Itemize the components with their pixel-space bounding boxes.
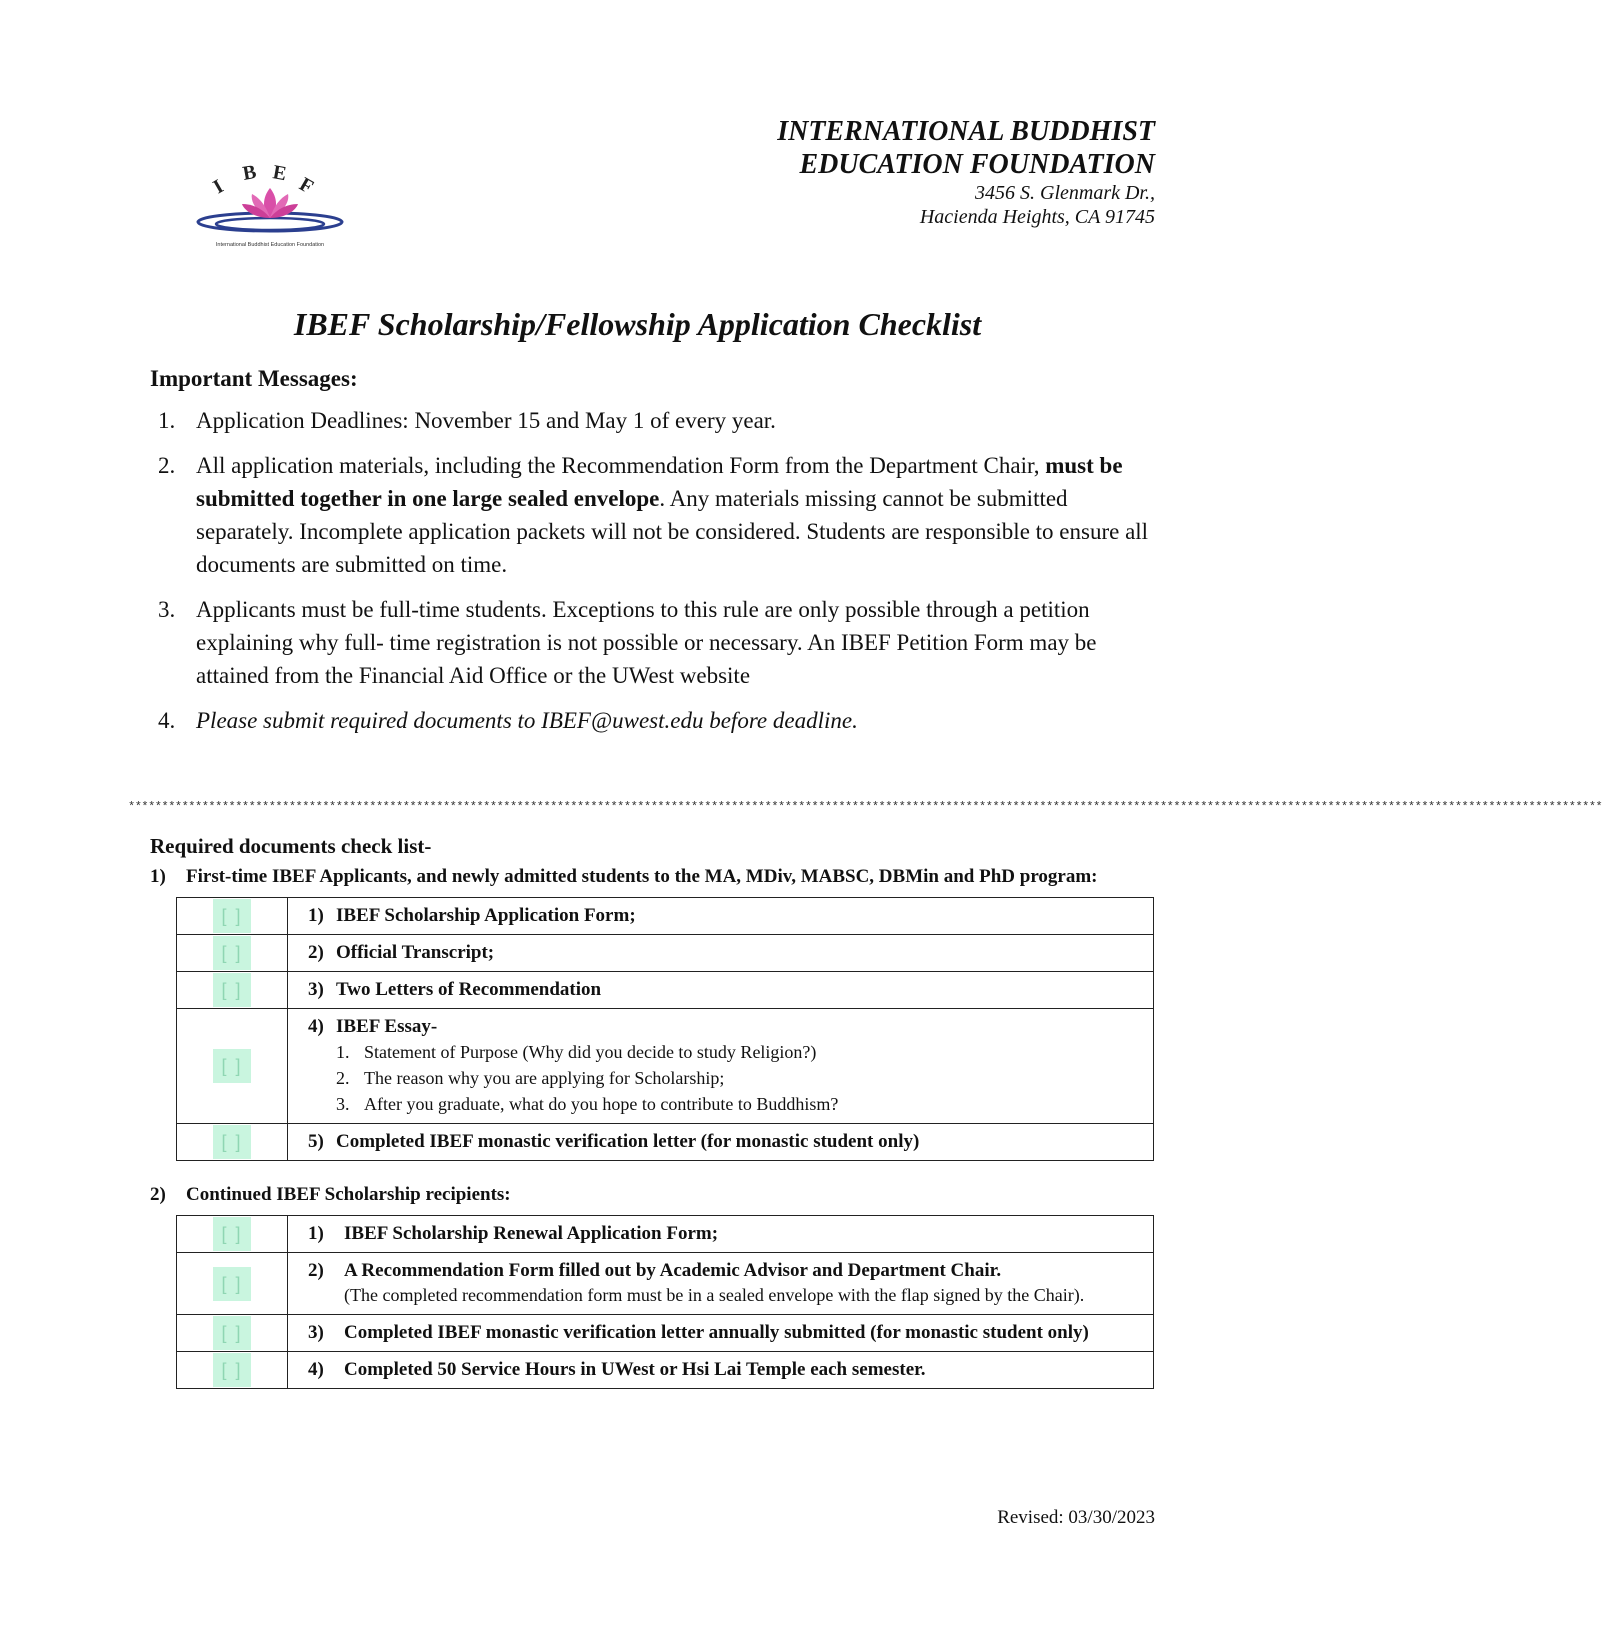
checkbox[interactable]: [ ]: [213, 973, 251, 1007]
section-title-text: First-time IBEF Applicants, and newly admitted students to the MA, MDiv, MABSC, DBMin and PhD program:: [186, 866, 1098, 887]
checkbox[interactable]: [ ]: [213, 1267, 251, 1301]
section-number: 1): [150, 866, 166, 887]
message-item: [150, 704, 1160, 737]
item-note: (The completed recommendation form must be in a sealed envelope with the flap signed by the Chair).: [344, 1285, 1085, 1305]
message-item: [150, 449, 1160, 581]
checklist-row: [177, 972, 1154, 1009]
message-item: [150, 404, 1160, 437]
item-label: IBEF Essay-: [336, 1016, 438, 1037]
logo-water-ring-inner: [216, 218, 324, 230]
asterisk-divider: ****************************************************************************************************************************************************************************************************************************: [128, 800, 1602, 814]
message-text: [196, 453, 1148, 577]
item-number: 1): [308, 905, 324, 926]
lotus-logo-icon: [196, 160, 356, 262]
subitem-text: The reason why you are applying for Scholarship;: [364, 1068, 725, 1088]
section1-title: [150, 866, 1098, 888]
checkbox[interactable]: [ ]: [213, 1049, 251, 1083]
organization-block: [777, 115, 1155, 229]
essay-subitem: [336, 1065, 1135, 1091]
item-number: 1): [308, 1223, 324, 1244]
section2-title: [150, 1184, 511, 1206]
item-label: Official Transcript;: [336, 942, 495, 963]
item-label: IBEF Scholarship Renewal Application Form;: [344, 1223, 719, 1244]
revision-date: Revised: 03/30/2023: [997, 1507, 1155, 1528]
required-documents-heading: Required documents check list-: [150, 834, 432, 858]
item-number: 4): [308, 1359, 324, 1380]
important-messages-list: [150, 404, 1160, 749]
section-title-text: Continued IBEF Scholarship recipients:: [186, 1184, 511, 1205]
checklist-row: [177, 1315, 1154, 1352]
logo-letter: E: [271, 161, 289, 186]
org-address-line2: Hacienda Heights, CA 91745: [919, 206, 1155, 228]
message-text-part: All application materials, including the Recommendation Form from the Department Chair,: [196, 453, 1046, 478]
message-number: 4.: [158, 708, 176, 733]
item-label: Completed 50 Service Hours in UWest or Hsi Lai Temple each semester.: [344, 1359, 926, 1380]
message-text-part: . Any materials missing cannot be submitted separately. Incomplete application packets will not be considered. Students are responsible to ensure all documents are submitted on time.: [196, 486, 1149, 577]
item-label: Completed IBEF monastic verification letter (for monastic student only): [336, 1131, 920, 1152]
essay-subitem: [336, 1091, 1135, 1117]
subitem-number: 2.: [336, 1068, 350, 1088]
checklist-row: [177, 1009, 1154, 1124]
message-text-emphasis: must be submitted together in one large sealed envelope: [196, 453, 1123, 511]
ibef-logo: [196, 160, 356, 262]
logo-letter: B: [241, 160, 259, 185]
message-text: Please submit required documents to IBEF@uwest.edu before deadline.: [196, 708, 858, 733]
logo-letter: F: [295, 173, 318, 199]
org-name-line2: EDUCATION FOUNDATION: [799, 149, 1155, 180]
item-label: Completed IBEF monastic verification letter annually submitted (for monastic student only): [344, 1322, 1089, 1343]
checkbox[interactable]: [ ]: [213, 1125, 251, 1159]
org-name-line1: INTERNATIONAL BUDDHIST: [777, 116, 1155, 147]
message-number: 1.: [158, 408, 176, 433]
section1-checklist-table: [176, 897, 1154, 1161]
checkbox[interactable]: [ ]: [213, 936, 251, 970]
page-title: IBEF Scholarship/Fellowship Application Checklist: [293, 306, 982, 342]
subitem-number: 1.: [336, 1042, 350, 1062]
item-number: 3): [308, 979, 324, 1000]
important-messages-heading: Important Messages:: [150, 366, 358, 391]
checkbox[interactable]: [ ]: [213, 1353, 251, 1387]
item-number: 2): [308, 942, 324, 963]
item-label: Two Letters of Recommendation: [336, 979, 602, 1000]
checklist-row: [177, 1124, 1154, 1161]
message-item: [150, 593, 1160, 692]
subitem-text: After you graduate, what do you hope to contribute to Buddhism?: [364, 1094, 839, 1114]
checklist-row: [177, 935, 1154, 972]
message-number: 3.: [158, 597, 176, 622]
message-number: 2.: [158, 453, 176, 478]
logo-letter: I: [209, 175, 228, 199]
item-number: 5): [308, 1131, 324, 1152]
item-number: 3): [308, 1322, 324, 1343]
checklist-row: [177, 898, 1154, 935]
item-label: A Recommendation Form filled out by Academic Advisor and Department Chair.: [344, 1260, 1002, 1281]
subitem-text: Statement of Purpose (Why did you decide to study Religion?): [364, 1042, 817, 1062]
checklist-row: [177, 1253, 1154, 1315]
org-address-line1: 3456 S. Glenmark Dr.,: [975, 182, 1155, 204]
checkbox[interactable]: [ ]: [213, 1316, 251, 1350]
essay-subitem: [336, 1039, 1135, 1065]
subitem-number: 3.: [336, 1094, 350, 1114]
checkbox[interactable]: [ ]: [213, 1217, 251, 1251]
message-text: Application Deadlines: November 15 and May 1 of every year.: [196, 408, 776, 433]
section-number: 2): [150, 1184, 166, 1205]
logo-caption: International Buddhist Education Foundation: [215, 242, 325, 248]
item-number: 2): [308, 1260, 324, 1281]
item-number: 4): [308, 1016, 324, 1037]
essay-sublist: [308, 1039, 1135, 1117]
checkbox[interactable]: [ ]: [213, 899, 251, 933]
checklist-row: [177, 1352, 1154, 1389]
checklist-row: [177, 1216, 1154, 1253]
item-label: IBEF Scholarship Application Form;: [336, 905, 636, 926]
message-text: Applicants must be full-time students. Exceptions to this rule are only possible through a petition explaining why full- time registration is not possible or necessary. An IBEF Petition Form may be attained from the Financial Aid Office or the UWest website: [196, 597, 1097, 688]
section2-checklist-table: [176, 1215, 1154, 1389]
